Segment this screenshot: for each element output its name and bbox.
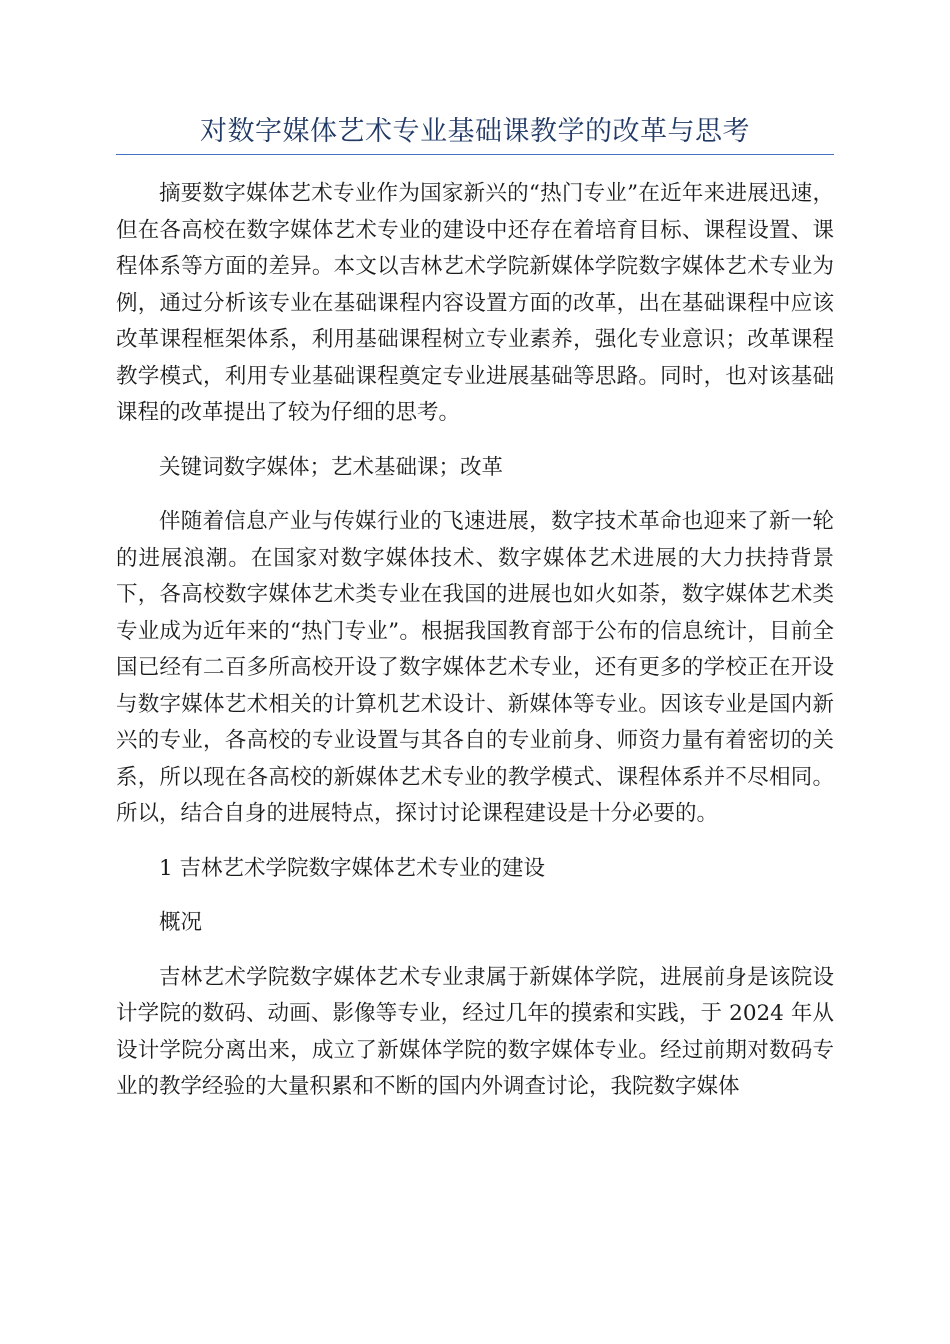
subsection-heading: 概况	[159, 910, 203, 935]
keywords-paragraph: 关键词数字媒体；艺术基础课；改革	[159, 454, 504, 480]
document-title: 对数字媒体艺术专业基础课教学的改革与思考	[200, 116, 750, 147]
title-underline	[116, 154, 834, 155]
intro-paragraph: 伴随着信息产业与传媒行业的飞速进展，数字技术革命也迎来了新一轮的进展浪潮。在国家对数字媒体技术、数字媒体艺术进展的大力扶持背景下，各高校数字媒体艺术类专业在我国的进展也如火如荼，数字媒体艺术类专业成为近年来的“热门专业”。根据我国教育部于公布的信息统计，目前全国已经有二百多所高校开设了数字媒体艺术专业，还有更多的学校正在开设与数字媒体艺术相关的计算机艺术设计、新媒体等专业。因该专业是国内新兴的专业，各高校的专业设置与其各自的专业前身、师资力量有着密切的关系，所以现在各高校的新媒体艺术专业的教学模式、课程体系并不尽相同。所以，结合自身的进展特点，探讨讨论课程建设是十分必要的。	[116, 509, 834, 826]
section-body-paragraph: 吉林艺术学院数字媒体艺术专业隶属于新媒体学院，进展前身是该院设计学院的数码、动画、影像等专业，经过几年的摸索和实践，于 2024 年从设计学院分离出来，成立了新媒体学院的数字媒体专业。经过前期对数码专业的教学经验的大量积累和不断的国内外调查讨论，我院数字媒体	[116, 964, 834, 1099]
section-heading: 1 吉林艺术学院数字媒体艺术专业的建设	[159, 855, 546, 881]
document-body	[116, 176, 834, 1106]
abstract-paragraph: 摘要数字媒体艺术专业作为国家新兴的“热门专业”在近年来进展迅速，但在各高校在数字媒体艺术专业的建设中还存在着培育目标、课程设置、课程体系等方面的差异。本文以吉林艺术学院新媒体学院数字媒体艺术专业为例，通过分析该专业在基础课程内容设置方面的改革，出在基础课程中应该改革课程框架体系，利用基础课程树立专业素养，强化专业意识；改革课程教学模式，利用专业基础课程奠定专业进展基础等思路。同时，也对该基础课程的改革提出了较为仔细的思考。	[116, 181, 834, 425]
